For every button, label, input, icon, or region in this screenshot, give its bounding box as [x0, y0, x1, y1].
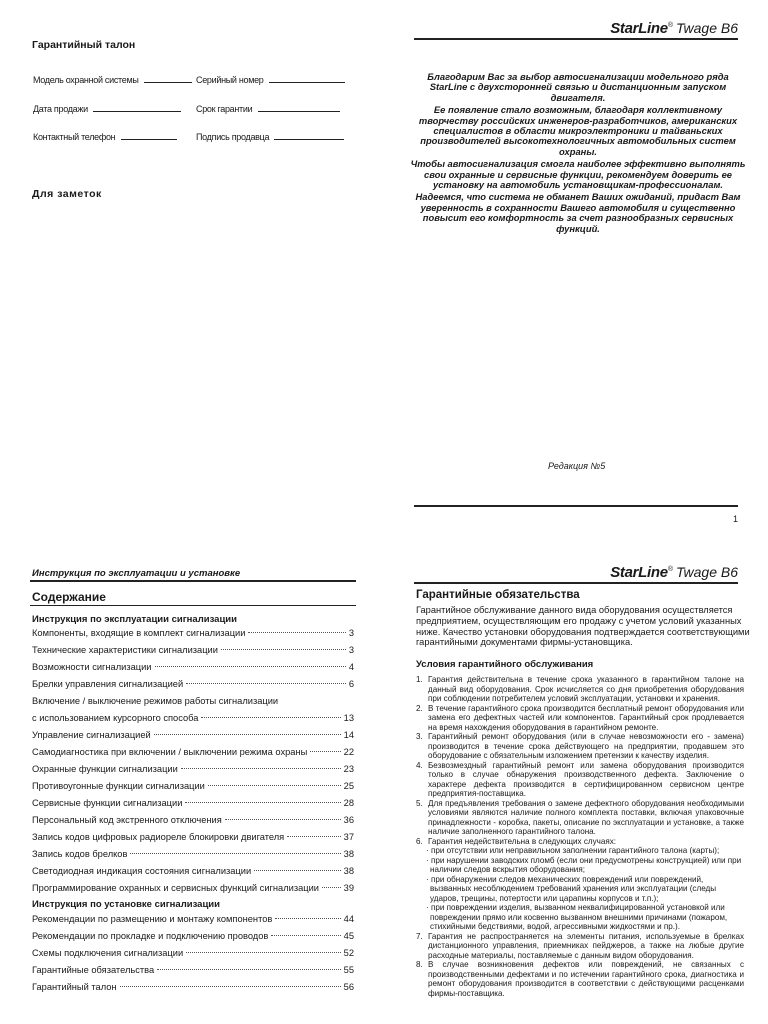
toc-entry-title: Гарантийные обязательства	[32, 965, 155, 975]
toc-entry-title: Запись кодов брелков	[32, 849, 128, 859]
condition-item	[416, 704, 744, 733]
toc-entry[interactable]	[32, 764, 354, 781]
condition-text: Безвозмездный гарантийный ремонт или замена оборудования производится только в случае обнаружения производственного дефекта. Заключение о характере дефекта производится в сертифицированном сервисном центре предприятия-поставщика.	[428, 760, 744, 798]
toc-leader	[310, 751, 340, 752]
toc-entry-page: 14	[343, 730, 354, 740]
toc-entry[interactable]	[32, 883, 354, 900]
toc-leader	[225, 819, 341, 820]
condition-item	[416, 732, 744, 761]
exclusion-bullet: · при обнаружении следов механических повреждений или повреждений, вызванных несоблюдением требований хранения или эксплуатации (следы ударов, трещины, потертости или царапины корпусов и т.п.);	[426, 874, 717, 903]
toc-entry-page: 28	[343, 798, 354, 808]
toc-entry[interactable]	[32, 713, 354, 730]
toc-entry[interactable]	[32, 914, 354, 931]
toc-entry-title: Брелки управления сигнализацией	[32, 679, 184, 689]
toc-entry[interactable]	[32, 832, 354, 849]
toc-entry-title: Программирование охранных и сервисных функций сигнализации	[32, 883, 319, 893]
toc-entry-page: 3	[348, 645, 354, 655]
toc-entry-title: Компоненты, входящие в комплект сигнализации	[32, 628, 246, 638]
toc-entry-title: Рекомендации по прокладке и подключению проводов	[32, 931, 269, 941]
conditions-title: Условия гарантийного обслуживания	[416, 659, 594, 670]
toc-entry[interactable]	[32, 948, 354, 965]
footer-rule	[414, 505, 738, 507]
toc-entry-page: 36	[343, 815, 354, 825]
field-model-label: Модель охранной системы	[33, 75, 139, 85]
condition-text: В случае возникновения дефектов или повреждений, не связанных с производственными дефектами и по истечении гарантийного срока, диагностика и ремонт оборудования производится в соответствии с действующими расценками фирмы-поставщика.	[428, 960, 744, 998]
field-warranty-term-line[interactable]	[258, 111, 340, 112]
trademark-mark: ®	[667, 566, 673, 573]
toc-entry-title: Управление сигнализацией	[32, 730, 151, 740]
guarantee-intro: Гарантийное обслуживание данного вида оборудования осуществляется предприятием, осуществляющим его продажу с учетом условий указанных ниже. Качество установки оборудования подтверждается соответствующими гарантийными документами фирмы-установщика.	[416, 605, 750, 648]
toc-entry[interactable]	[32, 982, 354, 999]
header-rule-top	[414, 38, 738, 40]
field-model-line[interactable]	[144, 82, 192, 83]
toc-entry-page: 52	[343, 948, 354, 958]
toc-title: Содержание	[32, 590, 106, 604]
toc-entry-continued[interactable]: Включение / выключение режимов работы сигнализации	[32, 696, 279, 706]
field-phone-line[interactable]	[121, 139, 177, 140]
edition-label: Редакция №5	[548, 461, 606, 471]
conditions-list	[416, 675, 744, 998]
toc-entry-page: 25	[343, 781, 354, 791]
field-warranty-term-label: Срок гарантии	[196, 104, 253, 114]
guarantee-title: Гарантийные обязательства	[416, 589, 580, 601]
brand-logo: StarLine	[610, 564, 668, 581]
toc-leader	[157, 969, 341, 970]
condition-number: 7.	[416, 931, 423, 941]
toc-entry-title: Технические характеристики сигнализации	[32, 645, 218, 655]
toc-leader	[155, 666, 346, 667]
condition-number: 4.	[416, 760, 423, 770]
condition-item	[416, 675, 744, 704]
toc-list-installation	[32, 914, 354, 999]
toc-entry-page: 55	[343, 965, 354, 975]
condition-text: Гарантия недействительна в следующих случаях:	[428, 836, 617, 846]
field-seller-signature	[196, 132, 344, 142]
field-phone-label: Контактный телефон	[33, 132, 116, 142]
toc-leader	[271, 935, 340, 936]
toc-entry-page: 6	[348, 679, 354, 689]
toc-entry-page: 56	[343, 982, 354, 992]
toc-entry[interactable]	[32, 815, 354, 832]
field-sale-date-label: Дата продажи	[33, 104, 88, 114]
intro-paragraph: Ее появление стало возможным, благодаря коллективному творчеству российских инженеров-разработчиков, американских специалистов в области микроэлектроники и тайваньских производителей высокотехнологичных автомобильных систем охраны.	[418, 104, 738, 157]
toc-entry[interactable]	[32, 747, 354, 764]
header-rule-bottom	[414, 582, 738, 584]
condition-item	[416, 837, 744, 847]
condition-item	[416, 799, 744, 837]
exclusion-bullet: · при отсутствии или неправильном заполнении гарантийного талона (карты);	[426, 846, 720, 855]
toc-entry-page: 39	[343, 883, 354, 893]
intro-text	[408, 72, 748, 236]
toc-entry[interactable]	[32, 798, 354, 815]
condition-item	[416, 761, 744, 799]
toc-entry[interactable]	[32, 965, 354, 982]
exclusion-bullet: · при нарушении заводских пломб (если они предусмотрены конструкцией) или при наличии следов вскрытия оборудования;	[426, 855, 742, 874]
toc-leader	[254, 870, 340, 871]
brand-header-top	[610, 20, 738, 37]
toc-entry-title: Запись кодов цифровых радиореле блокировки двигателя	[32, 832, 285, 842]
toc-entry-title: Схемы подключения сигнализации	[32, 948, 184, 958]
condition-item	[416, 932, 744, 961]
condition-number: 8.	[416, 960, 423, 969]
toc-entry-page: 38	[343, 849, 354, 859]
condition-item	[416, 960, 744, 998]
toc-entry[interactable]	[32, 730, 354, 747]
field-serial-label: Серийный номер	[196, 75, 264, 85]
page-number: 1	[733, 514, 739, 524]
brand-logo: StarLine	[610, 20, 668, 37]
field-sale-date-line[interactable]	[93, 111, 181, 112]
toc-leader	[186, 683, 346, 684]
notes-title: Для заметок	[32, 188, 102, 200]
toc-leader	[186, 952, 341, 953]
toc-entry-title: Рекомендации по размещению и монтажу компонентов	[32, 914, 273, 924]
condition-number: 3.	[416, 732, 423, 741]
toc-entry-page: 37	[343, 832, 354, 842]
toc-entry-page: 23	[343, 764, 354, 774]
toc-section-operation: Инструкция по эксплуатации сигнализации	[32, 614, 237, 625]
condition-number: 2.	[416, 703, 423, 713]
toc-header-rule	[30, 580, 356, 582]
toc-entry-title: Противоугонные функции сигнализации	[32, 781, 205, 791]
condition-text: Для предъявления требования о замене дефектного оборудования необходимыми условиями являются наличие полного комплекта поставки, включая упаковочные принадлежности - коробка, пакеты, описание по эксплуатации и установке, а также наличие заполненного гарантийного талона.	[428, 798, 744, 836]
toc-entry-title: Охранные функции сигнализации	[32, 764, 178, 774]
toc-entry-page: 13	[343, 713, 354, 723]
toc-entry[interactable]	[32, 662, 354, 679]
field-serial	[196, 75, 345, 85]
toc-entry-title: с использованием курсорного способа	[32, 713, 199, 723]
toc-leader	[322, 887, 341, 888]
intro-paragraph: Надеемся, что система не обманет Ваших ожиданий, придаст Вам уверенность в сохранности Вашего автомобиля и существенно повысит его комфортность за счет разнообразных сервисных функций.	[415, 191, 741, 234]
toc-entry[interactable]	[32, 849, 354, 866]
toc-leader	[181, 768, 341, 769]
toc-leader	[130, 853, 340, 854]
condition-number: 5.	[416, 798, 423, 808]
toc-entry-title: Самодиагностика при включении / выключении режима охраны	[32, 747, 308, 757]
condition-number: 1.	[416, 675, 423, 684]
field-model	[33, 75, 192, 85]
toc-entry-page: 22	[343, 747, 354, 757]
toc-entry-page: 3	[348, 628, 354, 638]
toc-entry-title: Возможности сигнализации	[32, 662, 152, 672]
toc-leader	[154, 734, 341, 735]
intro-paragraph: Благодарим Вас за выбор автосигнализации модельного ряда StarLine с двухсторонней связью и дистанционным запуском двигателя.	[427, 71, 729, 103]
toc-entry[interactable]	[32, 628, 354, 645]
toc-leader	[287, 836, 340, 837]
toc-entry[interactable]	[32, 866, 354, 883]
toc-entry-page: 45	[343, 931, 354, 941]
toc-leader	[221, 649, 346, 650]
condition-text: Гарантия действительна в течение срока указанного в гарантийном талоне на данный вид оборудования. Срок исчисляется со дня приобретения оборудования при соблюдении потребителем условий эксплуатации, установки и хранения.	[428, 675, 744, 703]
toc-entry[interactable]	[32, 679, 354, 696]
toc-leader	[185, 802, 340, 803]
exclusion-bullet: · при повреждении изделия, вызванном неквалифицированной установкой или повреждении прямо или косвенно вызванном внешними причинами (пожаром, стихийными бедствиями, водой, агрессивными жидкостями и пр.).	[426, 903, 728, 931]
toc-leader	[275, 918, 340, 919]
field-phone	[33, 132, 177, 142]
toc-leader	[208, 785, 341, 786]
condition-text: Гарантийный ремонт оборудования (или в случае невозможности его - замена) производится в течение срока действующего на предприятии, продавшем это оборудование с обязательным изложением претензии к качеству изделия.	[428, 732, 744, 760]
toc-entry-page: 38	[343, 866, 354, 876]
field-seller-signature-label: Подпись продавца	[196, 132, 270, 142]
toc-entry-page: 4	[348, 662, 354, 672]
toc-leader	[248, 632, 345, 633]
toc-entry[interactable]	[32, 931, 354, 948]
toc-section-installation: Инструкция по установке сигнализации	[32, 899, 220, 910]
toc-entry-page: 44	[343, 914, 354, 924]
brand-header-bottom	[610, 564, 738, 581]
toc-leader	[120, 986, 341, 987]
trademark-mark: ®	[667, 22, 673, 29]
toc-entry-title: Персональный код экстренного отключения	[32, 815, 222, 825]
toc-entry-title: Сервисные функции сигнализации	[32, 798, 183, 808]
brand-model: Twage B6	[676, 564, 738, 580]
toc-entry-title: Светодиодная индикация состояния сигнализации	[32, 866, 252, 876]
document-subtitle: Инструкция по эксплуатации и установке	[32, 568, 241, 579]
field-warranty-term	[196, 104, 340, 114]
toc-leader	[201, 717, 340, 718]
brand-model: Twage B6	[676, 20, 738, 36]
toc-entry[interactable]	[32, 645, 354, 662]
field-serial-line[interactable]	[269, 82, 345, 83]
toc-entry-title: Гарантийный талон	[32, 982, 117, 992]
condition-text: Гарантия не распространяется на элементы питания, используемые в брелках дистанционного управления, приемниках пейджеров, а также на любые другие расходные материалы, поставляемые с данным видом оборудования.	[428, 931, 744, 960]
toc-list-operation	[32, 628, 354, 900]
toc-title-rule	[30, 605, 356, 606]
intro-paragraph: Чтобы автосигнализация смогла наиболее эффективно выполнять свои охранные и сервисные функции, рекомендуем доверить ее установку на автомобиль установщикам-профессионалам.	[410, 158, 746, 191]
condition-number: 6.	[416, 836, 423, 846]
condition-text: В течение гарантийного срока производится бесплатный ремонт оборудования или замена его дефектных частей или компонентов. Гарантийный срок продлевается на время нахождения оборудования в гарантийном ремонте.	[428, 703, 744, 732]
field-seller-signature-line[interactable]	[274, 139, 344, 140]
warranty-card-title: Гарантийный талон	[32, 39, 136, 51]
field-sale-date	[33, 104, 181, 114]
toc-entry[interactable]	[32, 781, 354, 798]
